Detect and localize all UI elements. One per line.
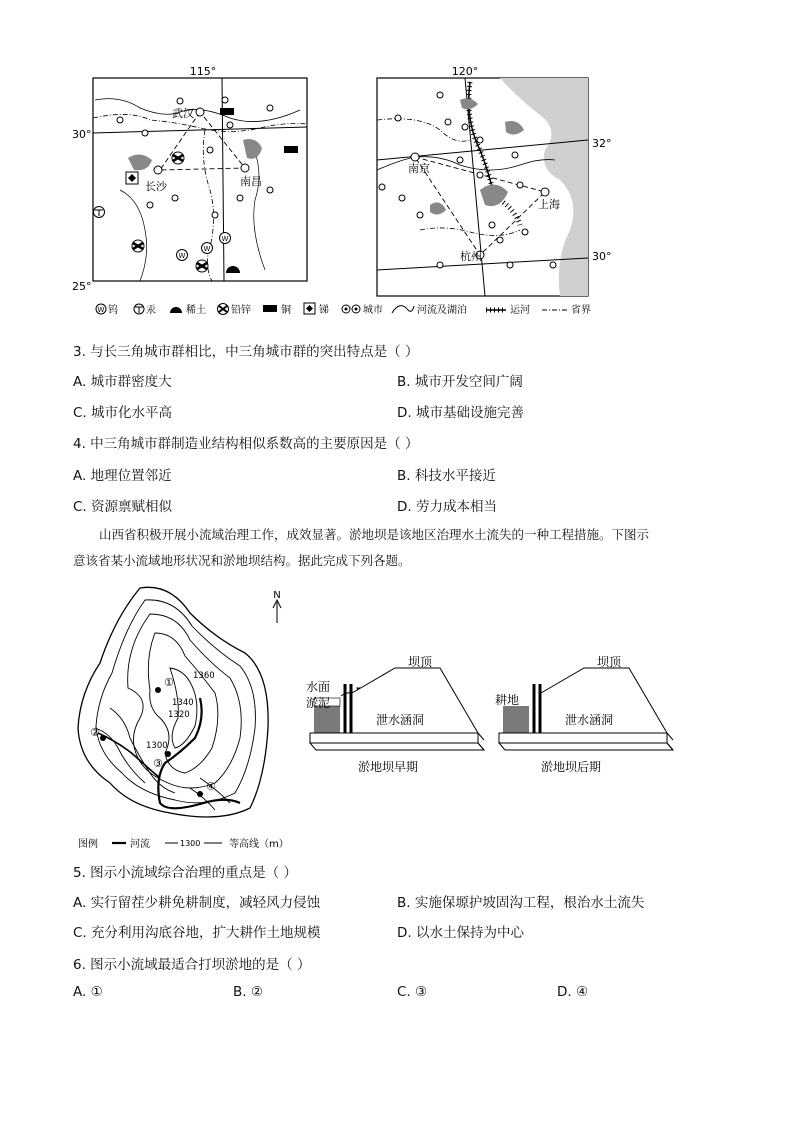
dam-early-culvert [310,733,478,743]
dam-early-water-label: 水面 [306,680,331,694]
question-6-stem: 6. 图示小流域最适合打坝淤地的是（ ） [73,957,311,973]
antimony-icon [126,172,138,184]
river-tributary [98,733,160,778]
regional-maps [0,0,794,330]
copper-icon [263,305,277,312]
dam-late-diagram [495,654,673,774]
city-label-hangzhou: 杭州 [460,250,482,263]
passage-intro [73,522,723,574]
left-map-lake-dongting [128,154,152,170]
mercury-icon [94,207,105,218]
watershed-figures [0,578,794,858]
right-map-lake [430,202,446,214]
left-map-lake-poyang [243,139,262,159]
city-marker [241,164,249,172]
dam-late-base [499,743,673,750]
dam-early-top-label: 坝顶 [408,655,433,669]
point-1-dot [155,687,161,693]
question-4-option-a[interactable]: A. 地理位置邻近 [73,468,172,484]
dam-late-culvert-label: 泄水涵洞 [565,713,614,727]
question-6-option-d[interactable]: D. ④ [557,984,589,1000]
svg-text:W: W [97,306,105,314]
contour-legend-value: 1300 [180,839,201,848]
contour-legend-contour: 等高线（m） [229,839,289,850]
dam-late-farmland-label: 耕地 [495,693,520,707]
legend-province-border: 省界 [571,305,591,316]
contour-label-1320: 1320 [168,710,190,720]
left-map-parallel [93,127,307,133]
right-map-province-border-2 [420,228,520,236]
question-3-option-c[interactable]: C. 城市化水平高 [73,405,173,421]
left-map-river-xiang [120,190,147,281]
dam-early-diagram [306,654,484,774]
rare-earth-icon [170,307,182,313]
dam-late-top-label: 坝顶 [597,655,622,669]
legend-lead-zinc: 铅锌 [231,305,251,316]
right-map-lake-2 [460,98,478,109]
legend-canal: 运河 [510,305,530,316]
question-6-option-a[interactable]: A. ① [73,984,103,1000]
contour-legend-title: 图例 [78,839,98,850]
lead-zinc-icon [172,152,184,164]
dam-early-culvert-label: 泄水涵洞 [376,713,425,727]
right-map-river-yangtze [377,157,555,170]
city-label-shanghai: 上海 [538,198,560,211]
legend-river-lake: 河流及湖泊 [417,305,467,316]
question-3-stem: 3. 与长三角城市群相比，中三角城市群的突出特点是（ ） [73,344,419,360]
city-label-changsha: 长沙 [145,180,167,193]
lead-zinc-icon [196,260,208,272]
tungsten-icon [220,233,231,244]
legend-copper: 铜 [281,305,291,316]
svg-text:W: W [178,252,186,260]
question-3-option-d[interactable]: D. 城市基础设施完善 [397,405,524,421]
contour-label-1360: 1360 [193,671,215,681]
tungsten-icon [177,250,188,261]
point-4-dot [197,791,203,797]
dam-early-silt-label: 淤泥 [306,696,331,710]
question-4-option-d[interactable]: D. 劳力成本相当 [397,499,497,515]
city-marker [196,108,204,116]
map-legend [96,303,591,316]
question-4-option-c[interactable]: C. 资源禀赋相似 [73,499,173,515]
right-map-lake-3 [505,121,524,135]
legend-mercury: 汞 [146,305,156,316]
right-map-lat-bottom: 30° [592,250,612,263]
lead-zinc-icon [218,304,229,315]
rare-earth-icon [226,266,240,273]
city-marker [154,166,162,174]
copper-icon [220,108,234,115]
point-2-label: ② [90,726,100,739]
point-3-dot [165,751,171,757]
svg-text:W: W [203,245,211,253]
point-3-label: ③ [153,757,163,770]
contour-label-1300: 1300 [146,741,168,751]
dam-late-culvert [499,733,667,743]
contour-legend-river: 河流 [130,839,150,850]
copper-icon [284,146,298,153]
tungsten-icon [96,304,106,314]
left-map-lat-top: 30° [72,128,92,141]
lead-zinc-icon [132,240,144,252]
legend-rare-earth: 稀土 [186,305,206,316]
point-4-label: ④ [206,780,216,793]
question-4-stem: 4. 中三角城市群制造业结构相似系数高的主要原因是（ ） [73,436,419,452]
passage-line-1: 山西省积极开展小流域治理工作，成效显著。淤地坝是该地区治理水土流失的一种工程措施。下图示 [99,527,650,542]
passage-line-2: 意该省某小流域地形状况和淤地坝结构。据此完成下列各题。 [73,553,411,568]
left-map-river-gan [250,140,265,270]
question-3-option-a[interactable]: A. 城市群密度大 [73,374,172,390]
dam-late-caption: 淤地坝后期 [541,760,602,774]
right-map-province-border [377,119,470,142]
antimony-icon [304,303,315,314]
city-marker [411,153,419,161]
city-label-nanjing: 南京 [408,162,430,175]
dam-early-base [310,743,484,750]
right-map-sea [500,78,588,296]
mercury-icon [134,304,144,314]
city-label-nanchang: 南昌 [240,175,262,188]
tungsten-icon [202,243,213,254]
left-map-province-border [93,114,307,131]
question-6-option-c[interactable]: C. ③ [397,984,428,1000]
right-map-lat-top: 32° [592,137,612,150]
question-3-option-b[interactable]: B. 城市开发空间广阔 [397,374,523,390]
dam-early-caption: 淤地坝早期 [358,760,419,774]
svg-text:W: W [221,235,229,243]
question-5-option-d[interactable]: D. 以水土保持为中心 [397,925,524,941]
question-5-stem: 5. 图示小流域综合治理的重点是（ ） [73,865,297,881]
point-2-dot [100,735,106,741]
left-map-lon-label: 115° [189,65,217,78]
left-map-lat-bottom: 25° [72,280,92,293]
legend-city: 城市 [363,305,383,316]
question-6-option-b[interactable]: B. ② [233,984,263,1000]
city-label-wuhan: 武汉 [172,107,194,120]
right-map-canal-ticks-2 [500,200,520,225]
contour-label-1340: 1340 [172,698,194,708]
legend-tungsten: 钨 [108,305,118,316]
point-1-label: ① [164,676,174,689]
question-5-option-c[interactable]: C. 充分利用沟底谷地，扩大耕作土地规模 [73,925,321,941]
river-lake-icon [392,306,414,313]
question-4-option-b[interactable]: B. 科技水平接近 [397,468,496,484]
right-map-lon-label: 120° [451,65,479,78]
north-label: N [273,590,281,601]
question-5-option-b[interactable]: B. 实施保塬护坡固沟工程，根治水土流失 [397,895,645,911]
legend-antimony: 锑 [319,305,329,316]
city-marker [541,188,549,196]
question-5-option-a[interactable]: A. 实行留茬少耕免耕制度，减轻风力侵蚀 [73,895,321,911]
